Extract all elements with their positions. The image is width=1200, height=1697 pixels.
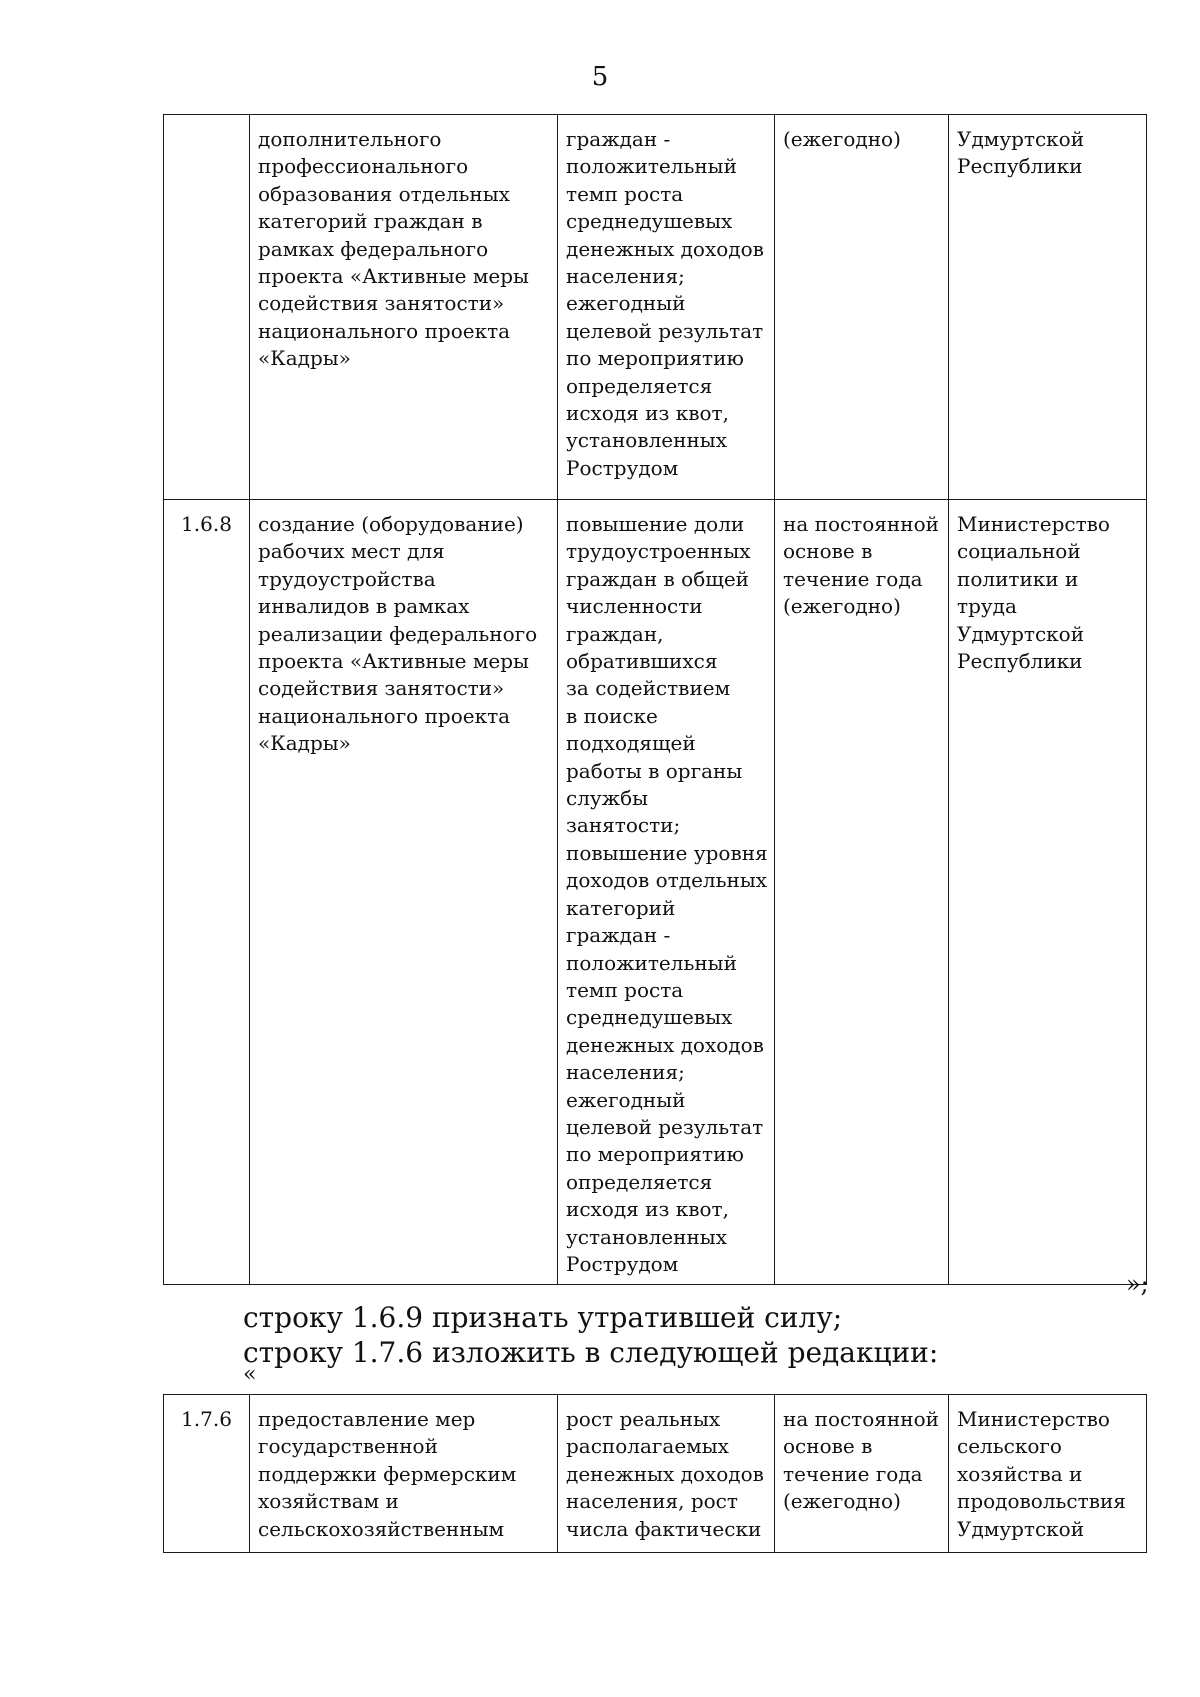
responsible-cell: Министерство социальной политики и труда Удмуртской Республики [949,500,1147,1285]
result-cell: рост реальных располагаемых денежных доходов населения, рост числа фактически [558,1395,775,1553]
period-cell: на постоянной основе в течение года (ежегодно) [775,500,949,1285]
responsible-cell: Министерство сельского хозяйства и продовольствия Удмуртской [949,1395,1147,1553]
page-number: 5 [591,62,609,92]
result-cell: граждан - положительный темп роста среднедушевых денежных доходов населения; ежегодный целевой результат по мероприятию определяется исходя из квот, установленных Рострудом [558,115,775,500]
responsible-cell: Удмуртской Республики [949,115,1147,500]
instruction-line: строку 1.6.9 признать утратившей силу; [243,1301,843,1334]
table-row [164,500,1147,1285]
activity-cell: создание (оборудование) рабочих мест для трудоустройства инвалидов в рамках реализации федерального проекта «Активные меры содействия занятости» национального проекта «Кадры» [250,500,558,1285]
closing-quote: »; [1126,1270,1149,1298]
table-row [164,115,1147,500]
row-number-cell: 1.7.6 [164,1395,250,1553]
row-number-cell [164,115,250,500]
row-number-cell: 1.6.8 [164,500,250,1285]
opening-quote: « [243,1362,257,1387]
activity-cell: предоставление мер государственной поддержки фермерским хозяйствам и сельскохозяйственным [250,1395,558,1553]
table-row [164,1395,1147,1553]
activity-cell: дополнительного профессионального образования отдельных категорий граждан в рамках федерального проекта «Активные меры содействия занятости» национального проекта «Кадры» [250,115,558,500]
period-cell: (ежегодно) [775,115,949,500]
measures-table [163,114,1147,1285]
replacement-table [163,1394,1147,1553]
instruction-line: строку 1.7.6 изложить в следующей редакции: [243,1336,939,1369]
result-cell: повышение доли трудоустроенных граждан в общей численности граждан, обратившихся за содействием в поиске подходящей работы в органы службы занятости; повышение уровня доходов отдельных категорий граждан - положительный темп роста среднедушевых денежных доходов населения; ежегодный целевой результат по мероприятию определяется исходя из квот, установленных Рострудом [558,500,775,1285]
period-cell: на постоянной основе в течение года (ежегодно) [775,1395,949,1553]
